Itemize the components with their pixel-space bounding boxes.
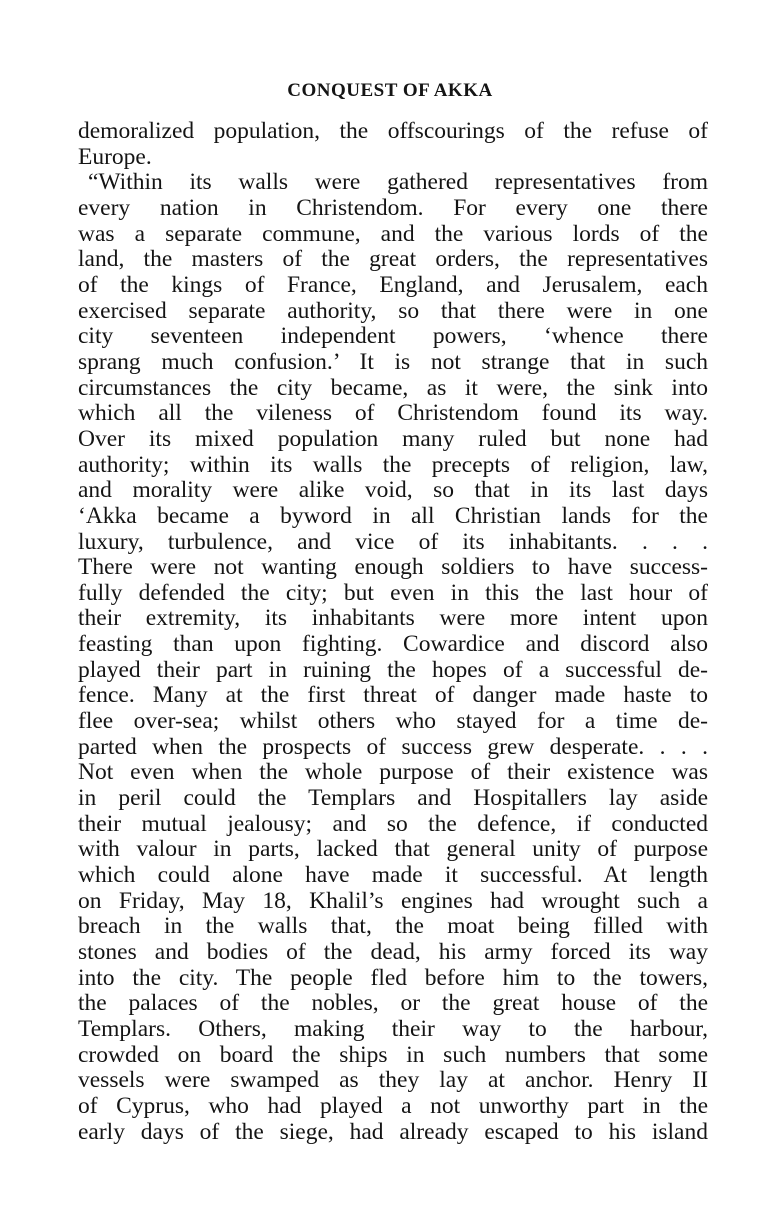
text-line: was a separate commune, and the various lords of the xyxy=(78,220,708,247)
text-line: land, the masters of the great orders, the representatives xyxy=(78,246,708,273)
text-line: fence. Many at the first threat of danger made haste to xyxy=(78,682,708,709)
text-line: stones and bodies of the dead, his army forced its way xyxy=(78,939,708,965)
text-line: fully defended the city; but even in this the last hour of xyxy=(78,579,708,606)
text-line: Over its mixed population many ruled but none had xyxy=(78,425,708,452)
text-line: played their part in ruining the hopes of a successful de- xyxy=(78,656,708,683)
text-line: authority; within its walls the precepts of religion, law, xyxy=(78,451,708,478)
text-line: every nation in Christendom. For every one there xyxy=(78,194,708,221)
text-line: sprang much confusion.’ It is not strange that in such xyxy=(78,348,708,375)
text-line: vessels were swamped as they lay at anchor. Henry II xyxy=(78,1067,708,1094)
text-line: of Cyprus, who had played a not unworthy part in the xyxy=(78,1092,708,1119)
text-line: city seventeen independent powers, ‘whence there xyxy=(78,323,708,350)
text-line: breach in the walls that, the moat being filled with xyxy=(78,913,708,940)
text-line: their mutual jealousy; and so the defence, if conducted xyxy=(78,810,708,837)
text-line: into the city. The people fled before him to the towers, xyxy=(78,964,708,991)
text-line: circumstances the city became, as it were, the sink into xyxy=(78,374,708,401)
text-line: There were not wanting enough soldiers to have success- xyxy=(78,554,708,581)
text-line: demoralized population, the offscourings of the refuse of xyxy=(78,118,708,144)
text-line: flee over-sea; whilst others who stayed for a time de- xyxy=(78,708,708,735)
text-line: the palaces of the nobles, or the great house of the xyxy=(78,990,708,1017)
text-line: Not even when the whole purpose of their existence was xyxy=(78,759,708,786)
body-text xyxy=(78,119,708,1145)
text-line: in peril could the Templars and Hospitallers lay aside xyxy=(78,785,708,812)
running-head: CONQUEST OF AKKA xyxy=(287,80,493,101)
text-line: their extremity, its inhabitants were more intent upon xyxy=(78,605,708,632)
text-line: parted when the prospects of success grew desperate. . . . xyxy=(78,733,708,760)
text-line: Templars. Others, making their way to the harbour, xyxy=(78,1015,708,1042)
text-line: which could alone have made it successful. At length xyxy=(78,862,708,889)
text-line: Europe. xyxy=(78,143,152,170)
text-line: early days of the siege, had already escaped to his island xyxy=(78,1118,708,1145)
text-line: feasting than upon fighting. Cowardice and discord also xyxy=(78,631,708,658)
text-line: luxury, turbulence, and vice of its inhabitants. . . . xyxy=(78,528,708,555)
text-line: ‘Akka became a byword in all Christian lands for the xyxy=(78,502,708,529)
text-line: of the kings of France, England, and Jerusalem, each xyxy=(78,271,708,298)
text-line: which all the vileness of Christendom found its way. xyxy=(78,400,708,427)
text-line: and morality were alike void, so that in its last days xyxy=(78,477,708,504)
text-line: exercised separate authority, so that there were in one xyxy=(78,297,708,324)
text-line: on Friday, May 18, Khalil’s engines had wrought such a xyxy=(78,887,708,914)
text-line: “Within its walls were gathered representatives from xyxy=(88,169,708,196)
text-line: with valour in parts, lacked that general unity of purpose xyxy=(78,836,708,863)
text-line: crowded on board the ships in such numbers that some xyxy=(78,1041,708,1068)
